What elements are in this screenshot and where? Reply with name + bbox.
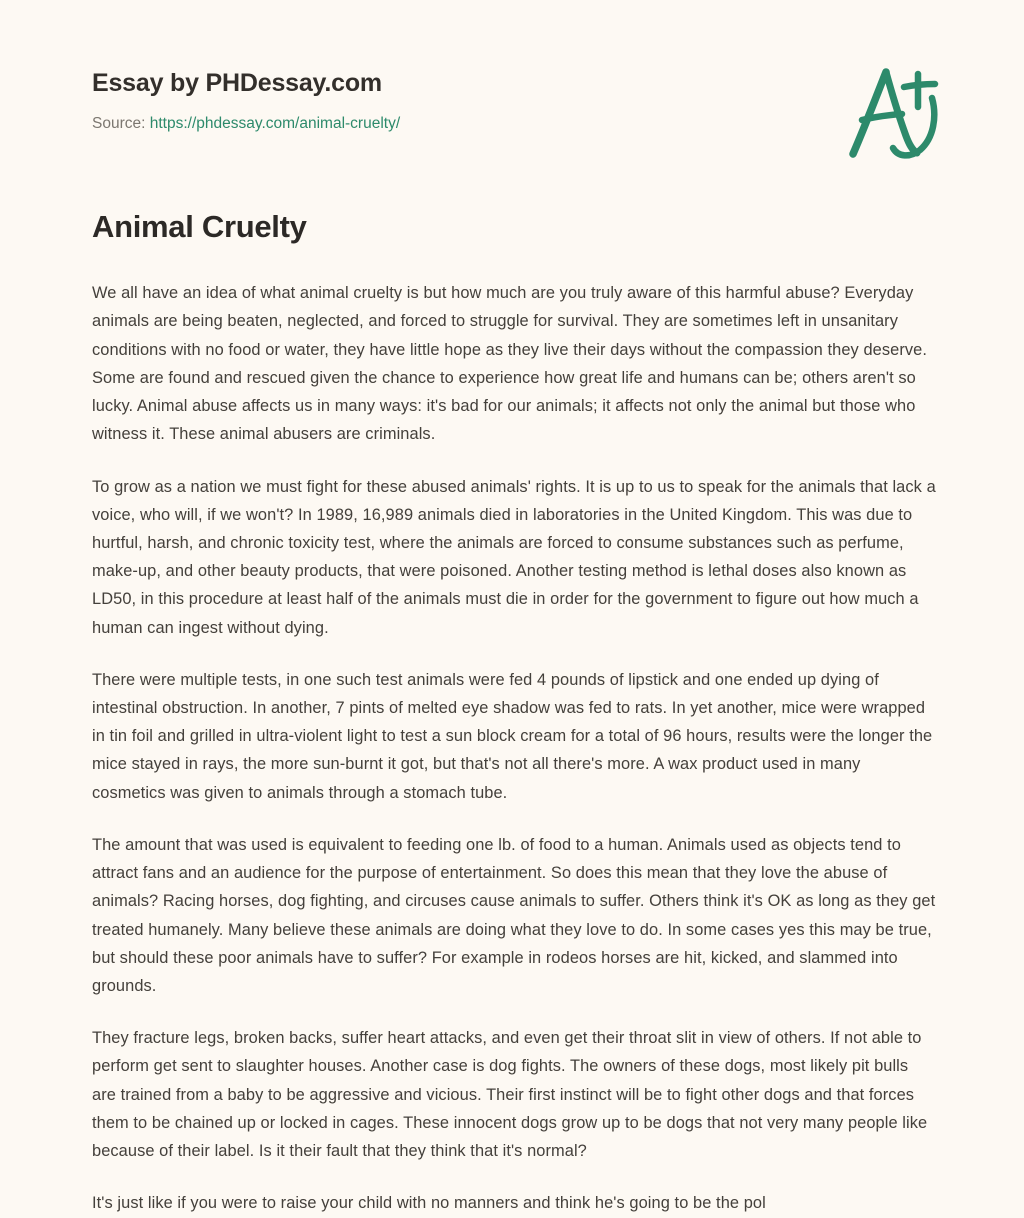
page-title: Animal Cruelty <box>92 209 307 244</box>
brand-block <box>92 68 944 134</box>
article-body <box>92 279 936 1217</box>
article <box>92 208 936 1218</box>
paragraph: The amount that was used is equivalent to feeding one lb. of food to a human. Animals used as objects tend to attract fans and an audience for the purpose of entertainment. So does this mean that they love the abuse of animals? Racing horses, dog fighting, and circuses cause animals to suffer. Others think it's OK as long as they get treated humanely. Many believe these animals are doing what they love to do. In some cases yes this may be true, but should these poor animals have to suffer? For example in rodeos horses are hit, kicked, and slammed into grounds. <box>92 835 936 995</box>
source-line <box>92 114 944 134</box>
a-plus-logo <box>836 58 946 163</box>
source-label: Source: <box>92 115 150 132</box>
paragraph: We all have an idea of what animal cruelty is but how much are you truly aware of this harmful abuse? Everyday animals are being beaten, neglected, and forced to struggle for survival. They are sometimes left in unsanitary conditions with no food or water, they have little hope as they live their days without the compassion they deserve. Some are found and rescued given the chance to experience how great life and humans can be; others aren't so lucky. Animal abuse affects us in many ways: it's bad for our animals; it affects not only the animal but those who witness it. These animal abusers are criminals. <box>92 284 927 444</box>
source-url-link[interactable]: https://phdessay.com/animal-cruelty/ <box>149 115 401 132</box>
paragraph: To grow as a nation we must fight for these abused animals' rights. It is up to us to speak for the animals that lack a voice, who will, if we won't? In 1989, 16,989 animals died in laboratories in the United Kingdom. This was due to hurtful, harsh, and chronic toxicity test, where the animals are forced to consume substances such as perfume, make-up, and other beauty products, that were poisoned. Another testing method is lethal doses also known as LD50, in this procedure at least half of the animals must die in order for the government to figure out how much a human can ingest without dying. <box>92 477 936 637</box>
a-plus-logo-icon <box>836 58 946 163</box>
paragraph-truncated: It's just like if you were to raise your child with no manners and think he's going to be the pol <box>92 1194 766 1213</box>
paragraph: They fracture legs, broken backs, suffer heart attacks, and even get their throat slit in view of others. If not able to perform get sent to slaughter houses. Another case is dog fights. The owners of these dogs, most likely pit bulls are trained from a baby to be aggressive and vicious. Their first instinct will be to fight other dogs and that forces them to be chained up or locked in cages. These innocent dogs grow up to be dogs that not very many people like because of their label. Is it their fault that they think that it's normal? <box>92 1029 928 1161</box>
paragraph: There were multiple tests, in one such test animals were fed 4 pounds of lipstick and one ended up dying of intestinal obstruction. In another, 7 pints of melted eye shadow was fed to rats. In yet another, mice were wrapped in tin foil and grilled in ultra-violent light to test a sun block cream for a total of 96 hours, results were the longer the mice stayed in rays, the more sun-burnt it got, but that's not all there's more. A wax product used in many cosmetics was given to animals through a stomach tube. <box>92 670 933 802</box>
brand-title: Essay by PHDessay.com <box>92 69 382 97</box>
